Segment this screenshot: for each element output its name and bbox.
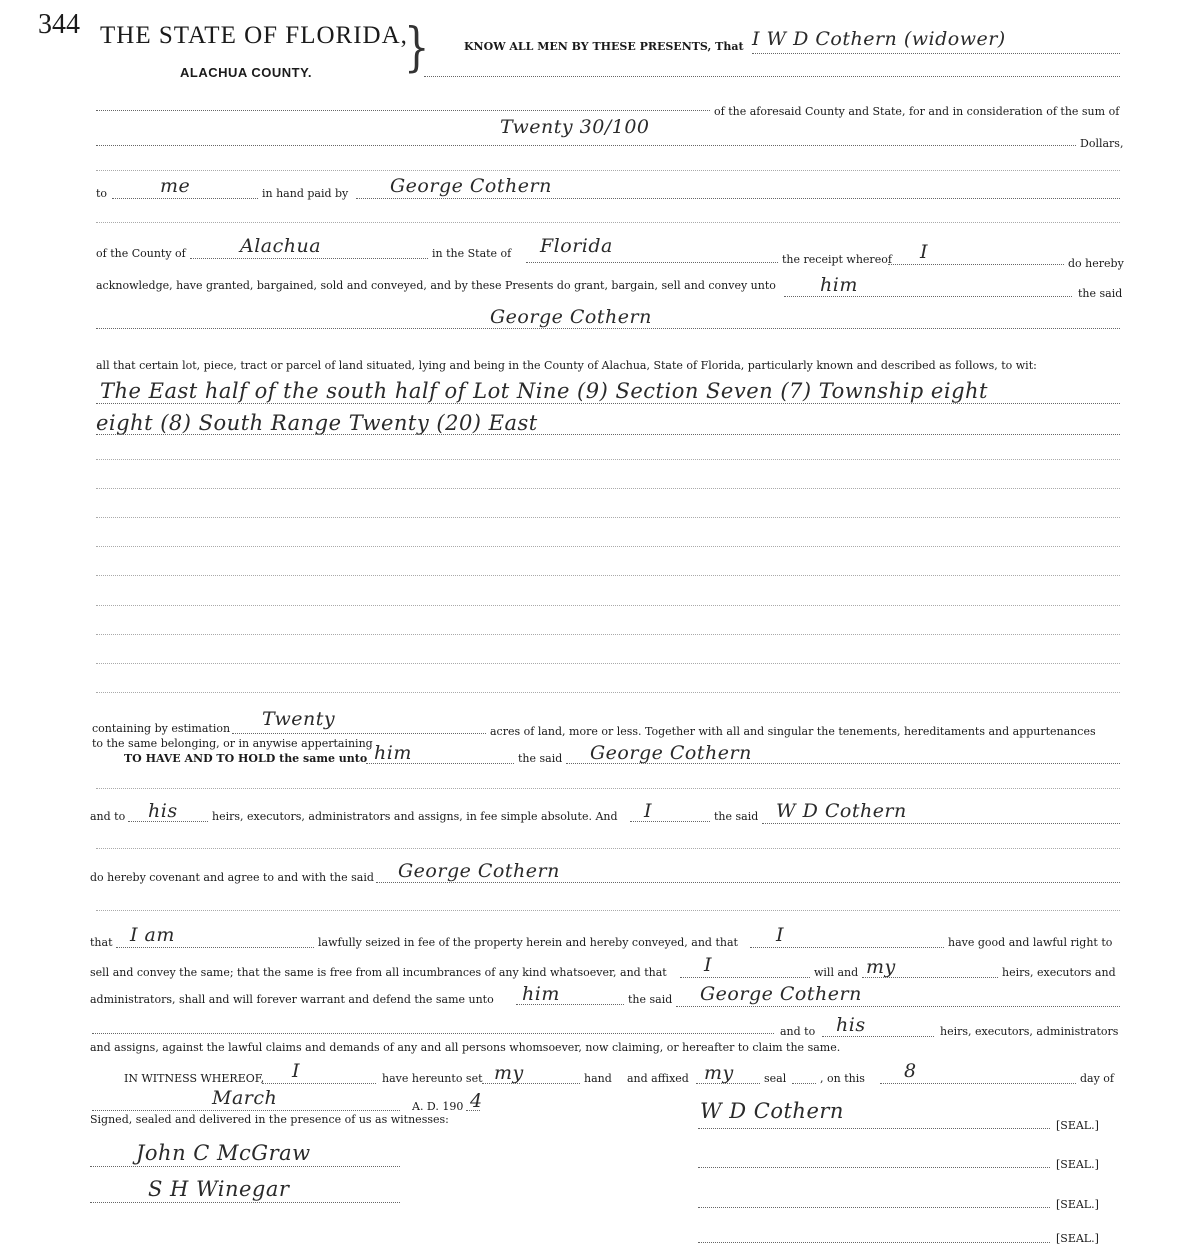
- rule: [96, 910, 1120, 911]
- grantor-cont-line: [96, 110, 710, 111]
- description-line-2: eight (8) South Range Twenty (20) East: [96, 411, 538, 435]
- county-line: [190, 258, 428, 259]
- will-and-label: will and: [814, 966, 859, 979]
- unto-line: [784, 296, 1072, 297]
- the-said-label-2: the said: [518, 752, 563, 765]
- have-said-handwritten: George Cothern: [590, 742, 752, 764]
- and-to-label: and to: [90, 810, 126, 823]
- rule: [96, 459, 1120, 460]
- to-label: to: [96, 187, 108, 200]
- said3-handwritten: W D Cothern: [776, 800, 907, 822]
- covenant-text: do hereby covenant and agree to and with the said: [90, 871, 374, 884]
- have-said-line: [566, 763, 1120, 764]
- rule: [96, 517, 1120, 518]
- acres-text: acres of land, more or less. Together with all and singular the tenements, hereditaments and appurtenances: [490, 725, 1096, 738]
- to-have-label: TO HAVE AND TO HOLD the same unto: [124, 752, 368, 765]
- administrators-text: administrators, shall and will forever warrant and defend the same unto: [90, 993, 494, 1006]
- heirs-exec-text: heirs, executors and: [1002, 966, 1116, 979]
- witness-whereof-label: IN WITNESS WHEREOF,: [124, 1072, 265, 1085]
- year-handwritten: 4: [470, 1090, 483, 1112]
- day-of-label: day of: [1080, 1072, 1115, 1085]
- that-handwritten: I am: [130, 924, 175, 946]
- admin-line: [516, 1004, 624, 1005]
- paid-by-line: [356, 198, 1120, 199]
- state-of-label: in the State of: [432, 247, 512, 260]
- rule: [96, 170, 1120, 171]
- do-hereby-label: do hereby: [1068, 257, 1124, 270]
- to-line: [112, 198, 258, 199]
- covenant-handwritten: George Cothern: [398, 860, 560, 882]
- receipt-handwritten: I: [920, 241, 929, 263]
- state-title: THE STATE OF FLORIDA,: [100, 22, 408, 49]
- rule: [96, 575, 1120, 576]
- sell-handwritten: I: [704, 954, 713, 976]
- month-handwritten: March: [212, 1087, 278, 1109]
- signature-handwritten: W D Cothern: [700, 1099, 844, 1123]
- rule: [96, 222, 1120, 223]
- signature-line: [698, 1128, 1050, 1129]
- blank-line: [92, 1033, 774, 1034]
- paid-by-handwritten: George Cothern: [390, 175, 552, 197]
- sell-line: [680, 977, 810, 978]
- seal-2: [SEAL.]: [1056, 1158, 1099, 1171]
- acres-line: [232, 733, 486, 734]
- ad-label: A. D. 190: [412, 1100, 464, 1113]
- amount-line: [96, 145, 1076, 146]
- desc-line-1: [96, 403, 1120, 404]
- the-said-label-4: the said: [628, 993, 673, 1006]
- receipt-line: [888, 264, 1064, 265]
- acknowledge-text: acknowledge, have granted, bargained, sold and conveyed, and by these Presents do grant, bargain, sell and convey unto: [96, 279, 776, 292]
- on-this-label: , on this: [820, 1072, 865, 1085]
- rule: [96, 692, 1120, 693]
- heirs-text: heirs, executors, administrators and assigns, in fee simple absolute. And: [212, 810, 618, 823]
- good-right-text: have good and lawful right to: [948, 936, 1113, 949]
- county-of-label: of the County of: [96, 247, 186, 260]
- set-line: [482, 1083, 580, 1084]
- day-handwritten: 8: [904, 1060, 917, 1082]
- description-line-1: The East half of the south half of Lot Nine (9) Section Seven (7) Township eight: [100, 379, 988, 403]
- will-line: [862, 977, 998, 978]
- county-handwritten: Alachua: [240, 235, 322, 257]
- county-title: ALACHUA COUNTY.: [180, 65, 312, 80]
- witness-1-line: [90, 1166, 400, 1167]
- the-said-label: the said: [1078, 287, 1123, 300]
- day-line: [880, 1083, 1076, 1084]
- admin-said-handwritten: George Cothern: [700, 983, 862, 1005]
- receipt-label: the receipt whereof: [782, 253, 892, 266]
- admin-handwritten: him: [522, 983, 560, 1005]
- that-line: [116, 947, 314, 948]
- state-handwritten: Florida: [540, 235, 613, 257]
- and-to-handwritten: his: [148, 800, 178, 822]
- page-number: 344: [38, 9, 80, 40]
- seal-4-line: [698, 1242, 1050, 1243]
- year-line: [466, 1110, 480, 1111]
- and-to2-line: [822, 1036, 934, 1037]
- admin-said-line: [676, 1006, 1120, 1007]
- header-brace: }: [404, 18, 430, 78]
- said3-line: [762, 823, 1120, 824]
- witness-1-handwritten: John C McGraw: [136, 1141, 311, 1165]
- rule: [96, 788, 1120, 789]
- seized-handwritten: I: [776, 924, 785, 946]
- and-to-label-2: and to: [780, 1025, 816, 1038]
- and-to2-handwritten: his: [836, 1014, 866, 1036]
- grantor-handwritten: I W D Cothern (widower): [752, 28, 1006, 50]
- month-line: [92, 1110, 400, 1111]
- to-handwritten: me: [160, 175, 191, 197]
- have-line: [366, 763, 514, 764]
- know-all-text: KNOW ALL MEN BY THESE PRESENTS, That: [464, 40, 744, 53]
- seal-2-line: [698, 1167, 1050, 1168]
- land-intro-text: all that certain lot, piece, tract or parcel of land situated, lying and being in the County of Alachua, State of Florida, particularly known and described as follows, to wit:: [96, 359, 1037, 372]
- hand-label: hand: [584, 1072, 612, 1085]
- witness-2-line: [90, 1202, 400, 1203]
- rule: [96, 546, 1120, 547]
- witness-line: [262, 1083, 376, 1084]
- and-handwritten: I: [644, 800, 653, 822]
- seal-1: [SEAL.]: [1056, 1119, 1099, 1132]
- seal-3-line: [698, 1207, 1050, 1208]
- seal-label: seal: [764, 1072, 787, 1085]
- have-hereunto-label: have hereunto set: [382, 1072, 483, 1085]
- the-said-label-3: the said: [714, 810, 759, 823]
- set-handwritten: my: [494, 1062, 524, 1084]
- affixed-handwritten: my: [704, 1062, 734, 1084]
- rule: [96, 605, 1120, 606]
- rule: [96, 488, 1120, 489]
- seal-4: [SEAL.]: [1056, 1232, 1099, 1245]
- assigns-text: and assigns, against the lawful claims and demands of any and all persons whomsoever, now claiming, or hereafter to claim the same.: [90, 1041, 841, 1054]
- to-same-text: to the same belonging, or in anywise appertaining: [92, 737, 373, 750]
- unto-handwritten: him: [820, 274, 858, 296]
- and-line: [630, 821, 710, 822]
- rule: [96, 848, 1120, 849]
- seized-text: lawfully seized in fee of the property herein and hereby conveyed, and that: [318, 936, 738, 949]
- witness-2-handwritten: S H Winegar: [148, 1177, 290, 1201]
- have-handwritten: him: [374, 742, 412, 764]
- containing-label: containing by estimation: [92, 722, 231, 735]
- state-line: [526, 262, 778, 263]
- sell-convey-text: sell and convey the same; that the same is free from all incumbrances of any kind whatsoever, and that: [90, 966, 667, 979]
- rule: [96, 663, 1120, 664]
- dollars-label: Dollars,: [1080, 137, 1124, 150]
- desc-line-2: [96, 434, 1120, 435]
- witness-handwritten: I: [292, 1060, 301, 1082]
- heirs-exec2-text: heirs, executors, administrators: [940, 1025, 1119, 1038]
- amount-handwritten: Twenty 30/100: [500, 116, 650, 138]
- in-hand-paid-label: in hand paid by: [262, 187, 349, 200]
- consideration-text: of the aforesaid County and State, for and in consideration of the sum of: [714, 105, 1120, 118]
- signed-sealed-text: Signed, sealed and delivered in the presence of us as witnesses:: [90, 1113, 449, 1126]
- acres-handwritten: Twenty: [262, 708, 336, 730]
- grantor-line-2: [424, 76, 1120, 77]
- rule: [96, 634, 1120, 635]
- seized-line: [750, 947, 944, 948]
- grantee-handwritten: George Cothern: [490, 306, 652, 328]
- covenant-line: [376, 882, 1120, 883]
- grantor-line: [752, 53, 1120, 54]
- seal-line: [792, 1083, 816, 1084]
- will-handwritten: my: [866, 956, 896, 978]
- affixed-line: [696, 1083, 760, 1084]
- and-to-line: [128, 821, 208, 822]
- seal-3: [SEAL.]: [1056, 1198, 1099, 1211]
- grantee-line: [96, 328, 1120, 329]
- that-label: that: [90, 936, 113, 949]
- and-affixed-label: and affixed: [627, 1072, 689, 1085]
